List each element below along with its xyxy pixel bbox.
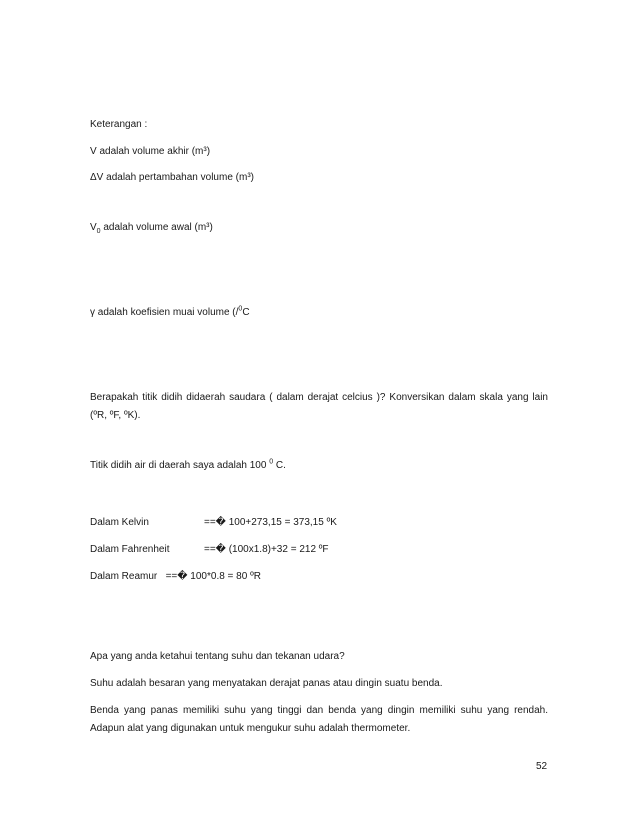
answer-unit: C.	[273, 460, 286, 471]
conversion-kelvin-label: Dalam Kelvin	[90, 517, 149, 528]
question-boiling-point: Berapakah titik didih didaerah saudara ( dalam derajat celcius )? Konversikan dalam skala yang lain (ºR, ºF, ºK).	[90, 392, 548, 421]
gamma-unit: C	[242, 307, 250, 318]
gamma-degree-sup: 0	[238, 305, 243, 313]
conversion-reamur-formula: ==� 100*0.8 = 80 ºR	[165, 571, 261, 582]
v0-subscript: 0	[96, 228, 101, 235]
answer-temperature-definition: Suhu adalah besaran yang menyatakan derajat panas atau dingin suatu benda.	[90, 678, 443, 689]
definition-delta-v: ΔV adalah pertambahan volume (m³)	[90, 172, 254, 183]
page-number: 52	[536, 761, 548, 772]
v0-description: adalah volume awal (m³)	[100, 222, 213, 233]
keterangan-heading: Keterangan :	[90, 119, 148, 130]
conversion-reamur	[90, 570, 261, 584]
conversion-reamur-label: Dalam Reamur	[90, 571, 158, 582]
answer-boiling-text: Titik didih air di daerah saya adalah 100	[90, 460, 270, 471]
definition-v0	[90, 221, 213, 235]
v0-symbol: V	[90, 222, 97, 233]
conversion-kelvin-formula: ==� 100+273,15 = 373,15 ºK	[204, 517, 337, 528]
definition-gamma	[90, 306, 250, 320]
definition-v: V adalah volume akhir (m³)	[90, 146, 211, 157]
answer-boiling-point	[90, 459, 286, 473]
answer-degree-sup: 0	[269, 458, 274, 466]
conversion-fahrenheit-label: Dalam Fahrenheit	[90, 544, 170, 555]
answer-temperature-paragraph: Benda yang panas memiliki suhu yang tinggi dan benda yang dingin memiliki suhu yang rendah. Adapun alat yang digunakan untuk mengukur suhu adalah thermometer.	[90, 705, 548, 734]
gamma-description: γ adalah koefisien muai volume (/	[90, 307, 239, 318]
question-temperature-pressure: Apa yang anda ketahui tentang suhu dan tekanan udara?	[90, 651, 345, 662]
conversion-fahrenheit-formula: ==� (100x1.8)+32 = 212 ºF	[204, 544, 329, 555]
